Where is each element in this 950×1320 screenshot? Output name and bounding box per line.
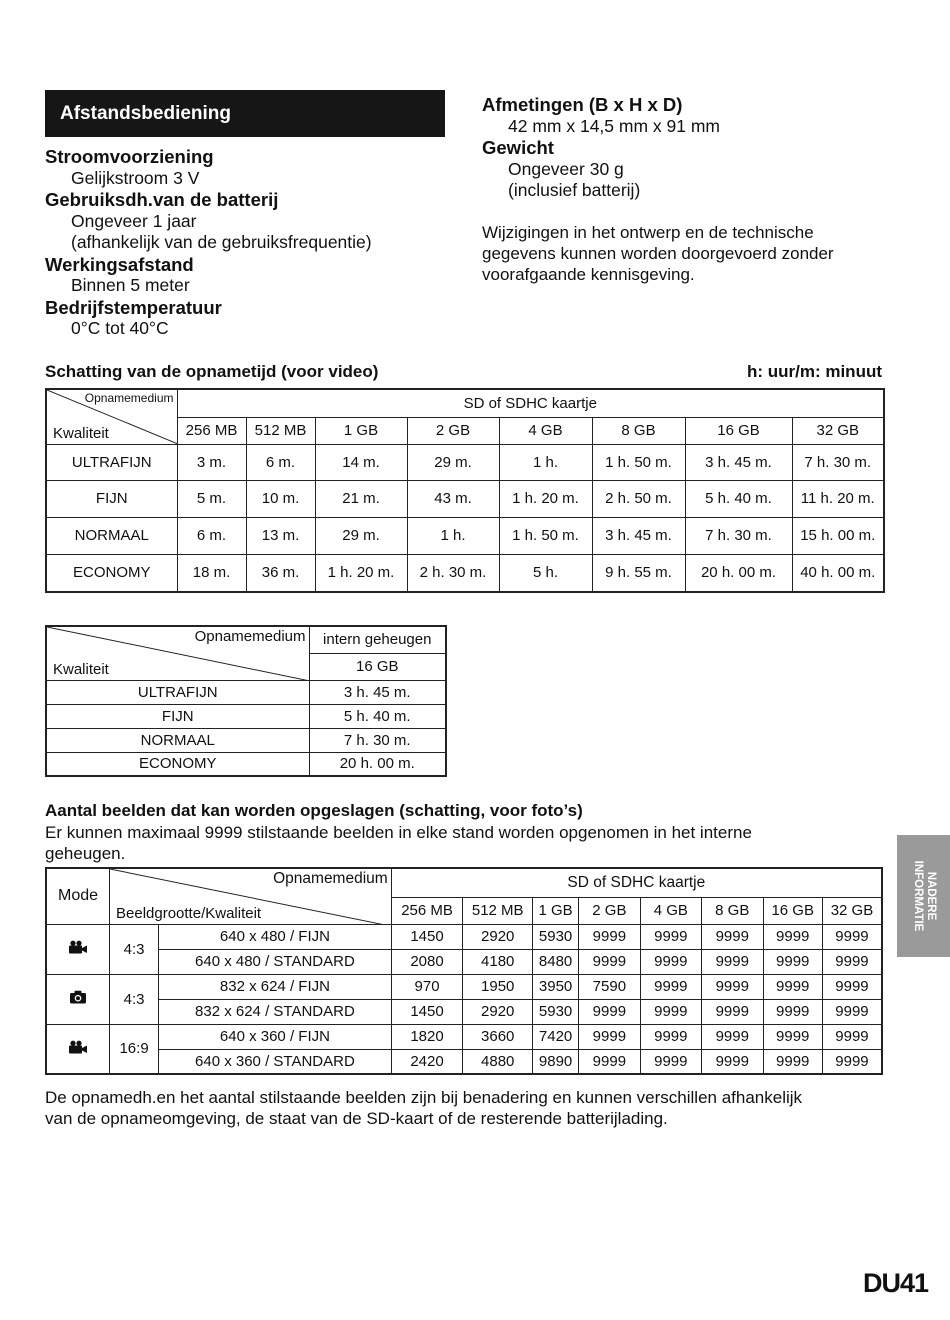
intro-line: Er kunnen maximaal 9999 stilstaande beelden in elke stand worden opgenomen in het interne [45, 823, 752, 842]
mode-cell [46, 1024, 110, 1074]
time-cell: 1 h. [407, 517, 499, 554]
count-cell: 5930 [533, 924, 579, 949]
table-row [46, 680, 446, 704]
time-cell: 40 h. 00 m. [792, 554, 884, 592]
count-cell: 1450 [391, 999, 463, 1024]
count-cell: 9999 [702, 999, 763, 1024]
time-cell: 6 m. [246, 444, 315, 480]
ratio-cell: 4:3 [110, 924, 159, 974]
header-corner [46, 389, 177, 444]
count-cell: 7420 [533, 1024, 579, 1049]
capacity-header: 256 MB [391, 897, 463, 924]
count-cell: 2080 [391, 949, 463, 974]
time-cell: 29 m. [315, 517, 407, 554]
capacity-header: 512 MB [246, 417, 315, 444]
time-cell: 1 h. 20 m. [499, 480, 592, 517]
header-corner [46, 626, 309, 680]
table-row [46, 728, 446, 752]
spec-label: Gewicht [482, 137, 554, 158]
time-cell: 36 m. [246, 554, 315, 592]
count-cell: 2920 [463, 999, 533, 1024]
count-cell: 2920 [463, 924, 533, 949]
count-cell: 9999 [763, 924, 822, 949]
table-row [46, 949, 882, 974]
quality-cell: FIJN [46, 480, 177, 517]
capacity-header: 8 GB [592, 417, 685, 444]
photo-table-title: Aantal beelden dat kan worden opgeslagen (schatting, voor foto’s) [45, 801, 583, 820]
count-cell: 9999 [640, 1024, 701, 1049]
memory-header: intern geheugen [309, 626, 446, 653]
count-cell: 3950 [533, 974, 579, 999]
count-cell: 9999 [822, 949, 882, 974]
capacity-header: 16 GB [309, 653, 446, 680]
spec-value: 0°C tot 40°C [71, 318, 169, 338]
capacity-header: 1 GB [315, 417, 407, 444]
spec-label: Werkingsafstand [45, 253, 194, 275]
time-cell: 9 h. 55 m. [592, 554, 685, 592]
capacity-header: 16 GB [685, 417, 792, 444]
table-row [46, 554, 884, 592]
photo-intro [45, 822, 895, 864]
count-cell: 9999 [640, 924, 701, 949]
ratio-cell: 4:3 [110, 974, 159, 1024]
count-cell: 9999 [702, 1024, 763, 1049]
count-cell: 1950 [463, 974, 533, 999]
time-cell: 7 h. 30 m. [309, 728, 446, 752]
video-camera-icon [68, 1040, 88, 1054]
capacity-header: 1 GB [533, 897, 579, 924]
spec-value: Ongeveer 1 jaar [71, 210, 197, 231]
count-cell: 2420 [391, 1049, 463, 1074]
capacity-header: 4 GB [499, 417, 592, 444]
count-cell: 9999 [579, 1049, 640, 1074]
internal-memory-table [45, 625, 447, 777]
count-cell: 9999 [822, 1024, 882, 1049]
time-cell: 1 h. [499, 444, 592, 480]
time-cell: 5 h. 40 m. [685, 480, 792, 517]
design-change-notice [482, 222, 902, 285]
spec-label: Afmetingen (B x H x D) [482, 94, 683, 115]
time-cell: 21 m. [315, 480, 407, 517]
size-cell: 832 x 624 / STANDARD [159, 999, 392, 1024]
quality-cell: FIJN [46, 704, 309, 728]
count-cell: 9999 [702, 974, 763, 999]
quality-cell: ULTRAFIJN [46, 680, 309, 704]
time-cell: 18 m. [177, 554, 246, 592]
page-number: DU41 [862, 1268, 928, 1298]
count-cell: 9999 [702, 924, 763, 949]
spec-value: Gelijkstroom 3 V [71, 167, 200, 188]
time-cell: 5 m. [177, 480, 246, 517]
quality-label: Kwaliteit [53, 424, 109, 442]
medium-label: Opnamemedium [84, 391, 174, 405]
count-cell: 3660 [463, 1024, 533, 1049]
capacity-header: 2 GB [579, 897, 640, 924]
table-row [46, 444, 884, 480]
capacity-header: 512 MB [463, 897, 533, 924]
size-label: Beeldgrootte/Kwaliteit [116, 904, 262, 922]
time-cell: 1 h. 50 m. [592, 444, 685, 480]
quality-cell: ULTRAFIJN [46, 444, 177, 480]
photo-footnote [45, 1087, 895, 1129]
spec-value: (afhankelijk van de gebruiksfrequentie) [71, 232, 372, 252]
table-row [46, 1024, 882, 1049]
size-cell: 832 x 624 / FIJN [159, 974, 392, 999]
mode-cell [46, 974, 110, 1024]
quality-cell: NORMAAL [46, 517, 177, 554]
size-cell: 640 x 360 / FIJN [159, 1024, 392, 1049]
footnote-line: van de opnameomgeving, de staat van de SD-kaart of de resterende batterijlading. [45, 1109, 668, 1128]
count-cell: 7590 [579, 974, 640, 999]
time-cell: 6 m. [177, 517, 246, 554]
time-cell: 1 h. 50 m. [499, 517, 592, 554]
count-cell: 970 [391, 974, 463, 999]
table-row [46, 974, 882, 999]
capacity-header: 2 GB [407, 417, 499, 444]
time-cell: 5 h. 40 m. [309, 704, 446, 728]
time-cell: 5 h. [499, 554, 592, 592]
count-cell: 9999 [579, 1024, 640, 1049]
count-cell: 9999 [640, 1049, 701, 1074]
count-cell: 9999 [763, 1024, 822, 1049]
capacity-header: 8 GB [702, 897, 763, 924]
count-cell: 9999 [822, 999, 882, 1024]
remote-specs [45, 146, 445, 340]
time-cell: 11 h. 20 m. [792, 480, 884, 517]
count-cell: 9999 [579, 949, 640, 974]
spec-value: Binnen 5 meter [71, 275, 190, 295]
card-header: SD of SDHC kaartje [177, 389, 884, 417]
spec-value: Ongeveer 30 g [508, 158, 624, 179]
time-cell: 7 h. 30 m. [685, 517, 792, 554]
side-tab-label [911, 861, 937, 932]
count-cell: 9999 [822, 1049, 882, 1074]
size-cell: 640 x 360 / STANDARD [159, 1049, 392, 1074]
count-cell: 1450 [391, 924, 463, 949]
quality-label: Kwaliteit [53, 660, 109, 678]
table-row [46, 480, 884, 517]
table-row [46, 517, 884, 554]
footnote-line: De opnamedh.en het aantal stilstaande beelden zijn bij benadering en kunnen verschillen afhankelijk [45, 1088, 803, 1107]
quality-cell: ECONOMY [46, 554, 177, 592]
intro-line: geheugen. [45, 844, 126, 863]
table-row [46, 752, 446, 776]
count-cell: 9890 [533, 1049, 579, 1074]
device-specs [482, 94, 902, 202]
count-cell: 1820 [391, 1024, 463, 1049]
unit-note: h: uur/m: minuut [746, 362, 882, 381]
time-cell: 14 m. [315, 444, 407, 480]
side-section-tab [897, 835, 950, 957]
capacity-header: 256 MB [177, 417, 246, 444]
count-cell: 9999 [763, 1049, 822, 1074]
count-cell: 9999 [763, 974, 822, 999]
capacity-header: 16 GB [763, 897, 822, 924]
time-cell: 2 h. 50 m. [592, 480, 685, 517]
count-cell: 9999 [640, 974, 701, 999]
time-cell: 43 m. [407, 480, 499, 517]
mode-cell [46, 924, 110, 974]
time-cell: 3 m. [177, 444, 246, 480]
photo-count-table [45, 867, 883, 1075]
time-cell: 1 h. 20 m. [315, 554, 407, 592]
time-cell: 3 h. 45 m. [309, 680, 446, 704]
time-cell: 2 h. 30 m. [407, 554, 499, 592]
time-cell: 7 h. 30 m. [792, 444, 884, 480]
time-cell: 29 m. [407, 444, 499, 480]
medium-label: Opnamemedium [194, 628, 306, 645]
notice-line: voorafgaande kennisgeving. [482, 265, 695, 284]
count-cell: 8480 [533, 949, 579, 974]
video-camera-icon [68, 940, 88, 954]
table-row [46, 704, 446, 728]
time-cell: 3 h. 45 m. [592, 517, 685, 554]
capacity-header: 32 GB [822, 897, 882, 924]
count-cell: 9999 [763, 999, 822, 1024]
capacity-header: 4 GB [640, 897, 701, 924]
count-cell: 9999 [579, 924, 640, 949]
spec-label: Stroomvoorziening [45, 146, 214, 167]
spec-label: Bedrijfstemperatuur [45, 296, 222, 318]
time-cell: 20 h. 00 m. [685, 554, 792, 592]
video-table-title: Schatting van de opnametijd (voor video) [45, 362, 379, 381]
ratio-cell: 16:9 [110, 1024, 159, 1074]
card-header: SD of SDHC kaartje [391, 868, 882, 897]
count-cell: 5930 [533, 999, 579, 1024]
count-cell: 9999 [822, 974, 882, 999]
spec-label: Gebruiksdh.van de batterij [45, 189, 279, 210]
size-cell: 640 x 480 / STANDARD [159, 949, 392, 974]
quality-cell: ECONOMY [46, 752, 309, 776]
header-corner [110, 868, 392, 924]
count-cell: 9999 [579, 999, 640, 1024]
capacity-header: 32 GB [792, 417, 884, 444]
time-cell: 3 h. 45 m. [685, 444, 792, 480]
count-cell: 9999 [763, 949, 822, 974]
time-cell: 15 h. 00 m. [792, 517, 884, 554]
section-title: Afstandsbediening [45, 90, 445, 137]
notice-line: Wijzigingen in het ontwerp en de technische [482, 223, 814, 242]
count-cell: 9999 [702, 1049, 763, 1074]
still-camera-icon [68, 990, 88, 1004]
time-cell: 20 h. 00 m. [309, 752, 446, 776]
count-cell: 9999 [640, 999, 701, 1024]
medium-label: Opnamemedium [273, 870, 388, 887]
time-cell: 13 m. [246, 517, 315, 554]
mode-header: Mode [46, 868, 110, 924]
quality-cell: NORMAAL [46, 728, 309, 752]
count-cell: 9999 [822, 924, 882, 949]
side-tab-line: INFORMATIE [911, 860, 924, 932]
table-row [46, 924, 882, 949]
table-row [46, 1049, 882, 1074]
time-cell: 10 m. [246, 480, 315, 517]
count-cell: 4180 [463, 949, 533, 974]
count-cell: 9999 [702, 949, 763, 974]
side-tab-line: NADERE [924, 871, 937, 921]
count-cell: 9999 [640, 949, 701, 974]
spec-value: 42 mm x 14,5 mm x 91 mm [508, 115, 720, 136]
size-cell: 640 x 480 / FIJN [159, 924, 392, 949]
video-time-table [45, 388, 885, 593]
notice-line: gegevens kunnen worden doorgevoerd zonder [482, 244, 834, 263]
table-row [46, 999, 882, 1024]
count-cell: 4880 [463, 1049, 533, 1074]
spec-value: (inclusief batterij) [508, 180, 641, 200]
